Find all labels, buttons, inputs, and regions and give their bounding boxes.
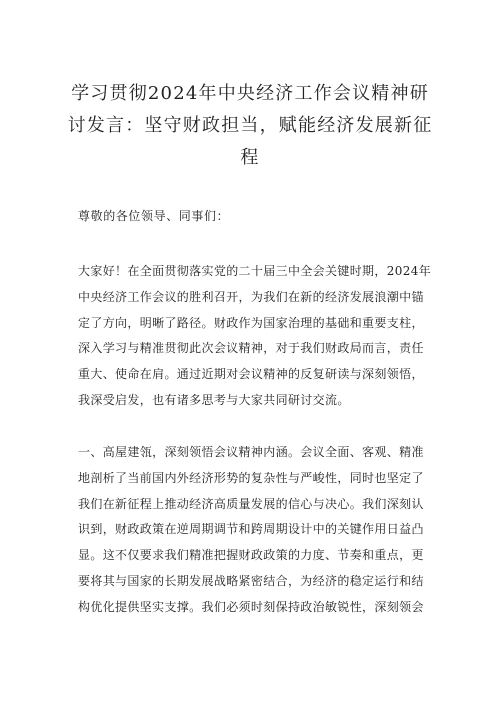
title-line: 程 [240, 147, 260, 168]
paragraph-line: 中央经济工作会议的胜利召开，为我们在新的经济发展浪潮中锚 [78, 289, 424, 304]
paragraph-line: 识到，财政政策在逆周期调节和跨周期设计中的关键作用日益凸 [78, 522, 424, 537]
document-title [60, 78, 440, 174]
paragraph-line: 深入学习与精准贯彻此次会议精神，对于我们财政局而言，责任 [78, 341, 424, 356]
salutation: 尊敬的各位领导、同事们： [78, 209, 230, 223]
paragraph-line: 构优化提供坚实支撑。我们必须时刻保持政治敏锐性，深刻领会 [78, 599, 424, 614]
paragraph-line: 定了方向，明晰了路径。财政作为国家治理的基础和重要支柱， [78, 315, 424, 330]
paragraph-line: 地剖析了当前国内外经济形势的复杂性与严峻性，同时也坚定了 [78, 470, 424, 485]
paragraph-line: 大家好！在全面贯彻落实党的二十届三中全会关键时期，2024年 [78, 264, 432, 278]
paragraph-line: 一、高屋建瓴，深刻领悟会议精神内涵。会议全面、客观、精准 [78, 445, 424, 459]
title-line: 讨发言：坚守财政担当，赋能经济发展新征 [67, 115, 433, 136]
paragraph-section-one [78, 440, 428, 621]
paragraph-line: 要将其与国家的长期发展战略紧密结合，为经济的稳定运行和结 [78, 573, 424, 588]
paragraph-line: 重大、使命在肩。通过近期对会议精神的反复研读与深刻领悟， [78, 367, 424, 382]
paragraph-line: 显。这不仅要求我们精准把握财政政策的力度、节奏和重点，更 [78, 548, 424, 563]
title-line: 学习贯彻2024年中央经济工作会议精神研 [71, 83, 429, 104]
paragraph-line: 我深受启发，也有诸多思考与大家共同研讨交流。 [78, 392, 350, 407]
paragraph-opening [78, 259, 432, 414]
paragraph-line: 我们在新征程上推动经济高质量发展的信心与决心。我们深刻认 [78, 496, 424, 511]
